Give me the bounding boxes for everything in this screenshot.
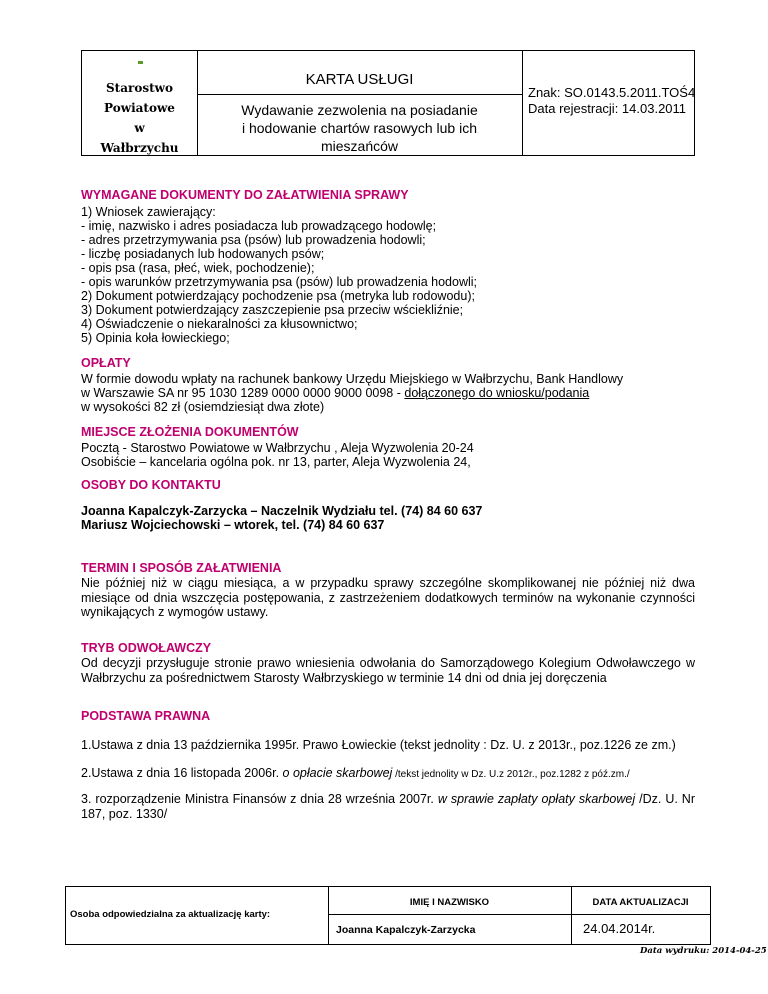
header-table bbox=[81, 50, 695, 156]
card-title: KARTA USŁUGI bbox=[305, 71, 414, 88]
term-text: Nie później niż w ciągu miesiąca, a w przypadku sprawy szczególne skomplikowanej nie później niż dwa miesiące od dnia wszczęcia postępowania, z zastrzeżeniem dodatkowych terminów na wykonanie czynności wynikających z wymogów ustawy. bbox=[81, 576, 695, 619]
responsible-label: Osoba odpowiedzialna za aktualizację karty: bbox=[70, 909, 271, 920]
documents-line: - opis warunków przetrzymywania psa (psów) lub prowadzenia hodowli; bbox=[81, 275, 478, 289]
documents-line: 5) Opinia koła łowieckiego; bbox=[81, 331, 230, 345]
appeal-heading: TRYB ODWOŁAWCZY bbox=[81, 641, 212, 655]
place-heading: MIEJSCE ZŁOŻENIA DOKUMENTÓW bbox=[81, 425, 299, 439]
fees-line: W formie dowodu wpłaty na rachunek bankowy Urzędu Miejskiego w Wałbrzychu, Bank Handlowy bbox=[81, 372, 624, 386]
documents-line: - opis psa (rasa, płeć, wiek, pochodzenie); bbox=[81, 261, 315, 275]
footer-table bbox=[65, 886, 711, 945]
title-cell bbox=[197, 51, 523, 155]
place-line: Osobiście – kancelaria ogólna pok. nr 13, parter, Aleja Wyzwolenia 24, bbox=[81, 455, 471, 469]
fees-line: w Warszawie SA nr 95 1030 1289 0000 0000 9000 0098 - dołączonego do wniosku/podania bbox=[81, 386, 590, 400]
attachment-note: dołączonego do wniosku/podania bbox=[404, 386, 590, 400]
date-header: DATA AKTUALIZACJI bbox=[592, 897, 689, 908]
contact-line: Mariusz Wojciechowski – wtorek, tel. (74) 84 60 637 bbox=[81, 518, 385, 532]
documents-line: 1) Wniosek zawierający: bbox=[81, 205, 216, 219]
contact-line: Joanna Kapalczyk-Zarzycka – Naczelnik Wydziału tel. (74) 84 60 637 bbox=[81, 504, 483, 518]
case-sign: Znak: SO.0143.5.2011.TOŚ4 Data rejestracji: 14.03.2011 bbox=[528, 85, 696, 116]
print-date: Data wydruku: 2014-04-25 bbox=[640, 946, 767, 956]
update-date: 24.04.2014r. bbox=[583, 921, 656, 936]
documents-line: - liczbę posiadanych lub hodowanych psów; bbox=[81, 247, 325, 261]
fees-heading: OPŁATY bbox=[81, 356, 131, 370]
emblem-mark bbox=[138, 61, 143, 64]
documents-line: 4) Oświadczenie o niekaralności za kłusownictwo; bbox=[81, 317, 358, 331]
office-name: Starostwo Powiatowe w Wałbrzychu bbox=[100, 81, 179, 155]
responsible-name: Joanna Kapalczyk-Zarzycka bbox=[336, 924, 476, 936]
office-cell bbox=[82, 51, 198, 155]
legal-item-1: 1.Ustawa z dnia 13 października 1995r. Prawo Łowieckie (tekst jednolity : Dz. U. z 2013r., poz.1226 ze zm.) bbox=[81, 738, 676, 752]
service-name: Wydawanie zezwolenia na posiadanie i hodowanie chartów rasowych lub ich mieszańców bbox=[241, 102, 478, 154]
documents-line: 2) Dokument potwierdzający pochodzenie psa (metryka lub rodowodu); bbox=[81, 289, 475, 303]
contacts-heading: OSOBY DO KONTAKTU bbox=[81, 478, 221, 492]
documents-heading: WYMAGANE DOKUMENTY DO ZAŁATWIENIA SPRAWY bbox=[81, 188, 409, 202]
documents-line: 3) Dokument potwierdzający zaszczepienie psa przeciw wściekliźnie; bbox=[81, 303, 464, 317]
place-line: Pocztą - Starostwo Powiatowe w Wałbrzychu , Aleja Wyzwolenia 20-24 bbox=[81, 441, 474, 455]
fees-line: w wysokości 82 zł (osiemdziesiąt dwa złote) bbox=[81, 400, 325, 414]
documents-line: - adres przetrzymywania psa (psów) lub prowadzenia hodowli; bbox=[81, 233, 426, 247]
appeal-text: Od decyzji przysługuje stronie prawo wniesienia odwołania do Samorządowego Kolegium Odwoławczego w Wałbrzychu za pośrednictwem Starosty Wałbrzyskiego w terminie 14 dni od dnia jej doręczenia bbox=[81, 656, 695, 685]
legal-heading: PODSTAWA PRAWNA bbox=[81, 709, 211, 723]
legal-item-2: 2.Ustawa z dnia 16 listopada 2006r. o opłacie skarbowej /tekst jednolity w Dz. U.z 2012r., poz.1282 z póź.zm./ bbox=[81, 766, 630, 780]
sign-cell bbox=[522, 51, 694, 155]
term-heading: TERMIN I SPOSÓB ZAŁATWIENIA bbox=[81, 561, 282, 575]
legal-item-3: 3. rozporządzenie Ministra Finansów z dnia 28 września 2007r. w sprawie zapłaty opłaty skarbowej /Dz. U. Nr 187, poz. 1330/ bbox=[81, 792, 696, 821]
documents-line: - imię, nazwisko i adres posiadacza lub prowadzącego hodowlę; bbox=[81, 219, 437, 233]
name-header: IMIĘ I NAZWISKO bbox=[409, 897, 490, 908]
